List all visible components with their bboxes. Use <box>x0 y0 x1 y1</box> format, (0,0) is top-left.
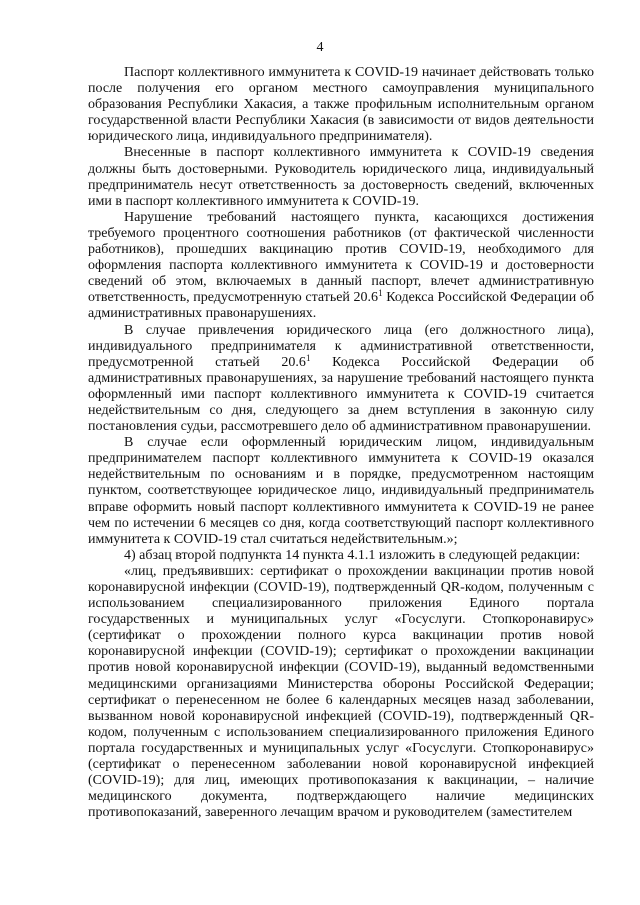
paragraph <box>88 564 594 822</box>
paragraph-text: «лиц, предъявивших: сертификат о прохождении вакцинации против новой коронавирусной инфекции (COVID-19), подтвержденный QR-кодом, полученным с использованием специализированного приложения Единого портала государственных и муниципальных услуг «Госуслуги. Стопкоронавирус» (сертификат о прохождении полного курса вакцинации против новой коронавирусной инфекции (COVID-19); сертификат о прохождении вакцинации против новой коронавирусной инфекции (COVID-19), выданный ведомственными медицинскими организациями Министерства обороны Российской Федерации; сертификат о перенесенном не более 6 календарных месяцев назад заболевании, вызванном новой коронавирусной инфекцией (COVID-19), подтвержденный QR-кодом, полученным с использованием специализированного приложения Единого портала государственных и муниципальных услуг «Госуслуги. Стопкоронавирус» (сертификат о перенесенном заболевании новой коронавирусной инфекцией (COVID-19); для лиц, имеющих противопоказания к вакцинации, – наличие медицинского документа, подтверждающего наличие медицинских противопоказаний, заверенного лечащим врачом и руководителем (заместителем <box>88 563 594 821</box>
paragraph-text: Паспорт коллективного иммунитета к COVID-19 начинает действовать только после получения его органом местного самоуправления муниципального образования Республики Хакасия, а также профильным исполнительным органом государственной власти Республики Хакасия (в зависимости от видов деятельности юридического лица, индивидуального предпринимателя). <box>88 65 594 145</box>
paragraph <box>88 210 594 323</box>
paragraph-text: Внесенные в паспорт коллективного иммунитета к COVID-19 сведения должны быть достоверными. Руководитель юридического лица, индивидуальный предприниматель несут ответственность за достоверность сведений, включенных ими в паспорт коллективного иммунитета к COVID-19. <box>88 145 594 209</box>
paragraph-text: В случае если оформленный юридическим лицом, индивидуальным предпринимателем паспорт коллективного иммунитета к COVID-19 оказался недействительным по основаниям и в порядке, предусмотренном настоящим пунктом, соответствующее юридическое лицо, индивидуальный предприниматель вправе оформить новый паспорт коллективного иммунитета к COVID-19 не ранее чем по истечении 6 месяцев со дня, когда соответствующий паспорт коллективного иммунитета к COVID-19 стал считаться недействительным.»; <box>88 435 594 547</box>
paragraph <box>88 548 594 564</box>
paragraph <box>88 65 594 145</box>
document-body <box>88 65 594 821</box>
paragraph <box>88 323 594 436</box>
paragraph-text: В случае привлечения юридического лица (его должностного лица), индивидуального предпринимателя к административной ответственности, предусмотренной статьей 20.6 <box>88 322 594 370</box>
footnote-superscript: 1 <box>305 352 311 363</box>
paragraph <box>88 435 594 548</box>
paragraph-text: 4) абзац второй подпункта 14 пункта 4.1.1 изложить в следующей редакции: <box>124 547 581 563</box>
footnote-superscript: 1 <box>378 288 383 299</box>
paragraph-text: Нарушение требований настоящего пункта, касающихся достижения требуемого процентного соотношения работников (от фактической численности работников), прошедших вакцинацию против COVID-19, необходимого для оформления паспорта коллективного иммунитета к COVID-19 и достоверности сведений об этом, включаемых в данный паспорт, влечет административную ответственность, предусмотренную статьей 20.6 <box>88 209 594 306</box>
paragraph-text: Кодекса Российской Федерации об административных правонарушениях, за нарушение требований настоящего пункта оформленный ими паспорт коллективного иммунитета к COVID-19 считается недействительным со дня, следующего за днем вступления в законную силу постановления судьи, рассмотревшего дело об административном правонарушении. <box>88 354 594 435</box>
paragraph <box>88 145 594 209</box>
page-number: 4 <box>316 40 324 55</box>
paragraph-text: Кодекса Российской Федерации об административных правонарушениях. <box>88 290 594 322</box>
